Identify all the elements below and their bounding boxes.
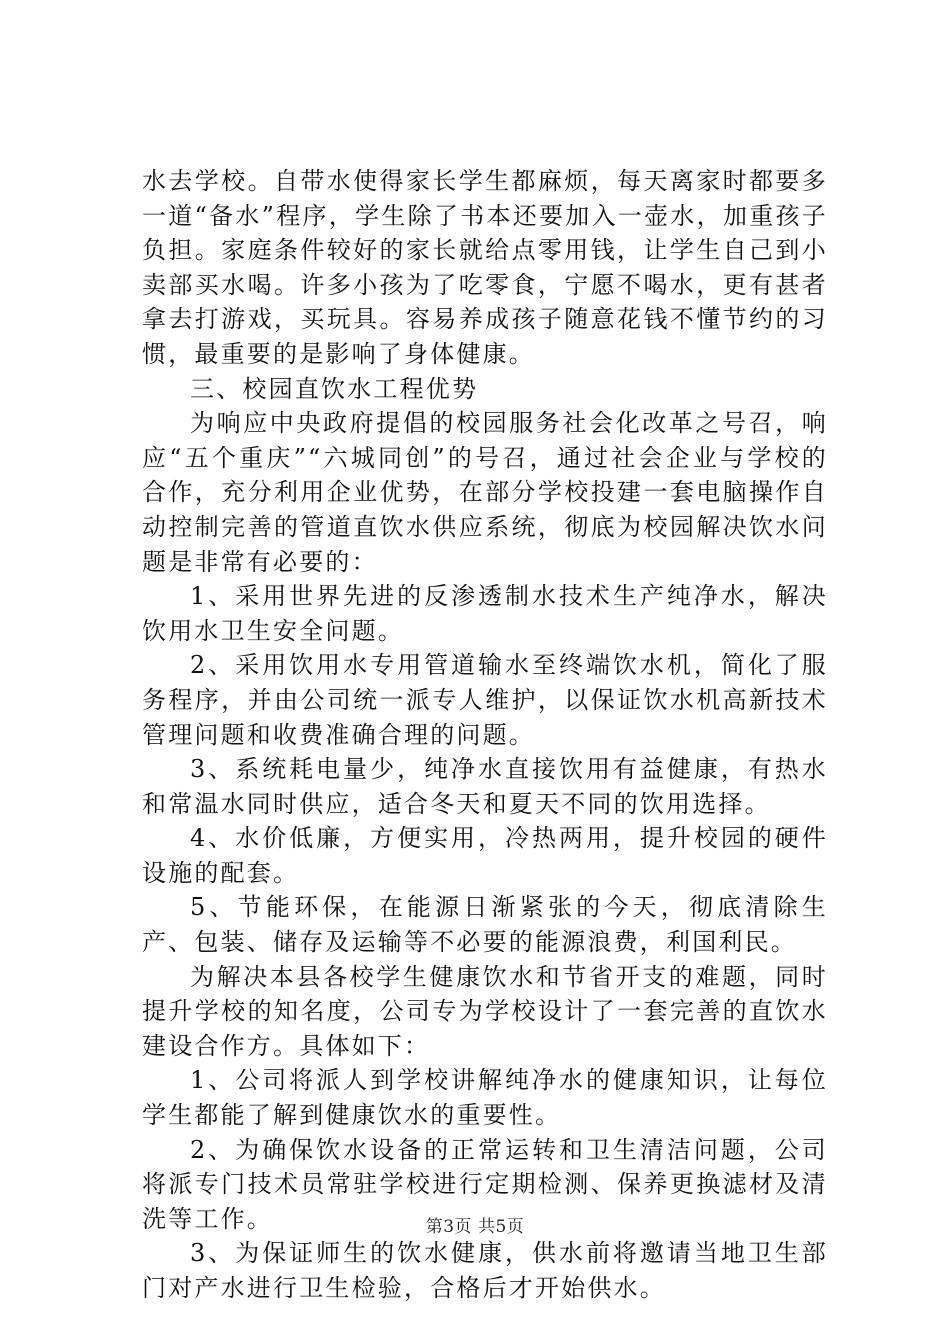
page-number-footer: 第3页 共5页 [425, 1217, 525, 1237]
list-item-advantage-5: 5、节能环保，在能源日渐紧张的今天，彻底清除生产、包装、储存及运输等不必要的能源浪费，利国利民。 [142, 893, 828, 957]
paragraph-plan-intro: 为解决本县各校学生健康饮水和节省开支的难题，同时提升学校的知名度，公司专为学校设计了一套完善的直饮水建设合作方。具体如下： [142, 962, 828, 1060]
list-item-advantage-1: 1、采用世界先进的反渗透制水技术生产纯净水，解决饮用水卫生安全问题。 [142, 582, 828, 645]
list-item-plan-3: 3、为保证师生的饮水健康，供水前将邀请当地卫生部门对产水进行卫生检验，合格后才开始供水。 [142, 1239, 828, 1302]
list-item-advantage-3: 3、系统耗电量少，纯净水直接饮用有益健康，有热水和常温水同时供应，适合冬天和夏天不同的饮用选择。 [142, 755, 828, 818]
paragraph-intro: 为响应中央政府提倡的校园服务社会化改革之号召，响应“五个重庆”“六城同创”的号召，通过社会企业与学校的合作，充分利用企业优势，在部分学校投建一套电脑操作自动控制完善的管道直饮水供应系统，彻底为校园解决饮水问题是非常有必要的： [142, 409, 828, 576]
list-item-plan-2: 2、为确保饮水设备的正常运转和卫生清洁问题，公司将派专门技术员常驻学校进行定期检测、保养更换滤材及清洗等工作。 [142, 1135, 828, 1233]
paragraph-continuation: 水去学校。自带水使得家长学生都麻烦，每天离家时都要多一道“备水”程序，学生除了书本还要加入一壶水，加重孩子负担。家庭条件较好的家长就给点零用钱，让学生自己到小卖部买水喝。许多小孩为了吃零食，宁愿不喝水，更有甚者拿去打游戏，买玩具。容易养成孩子随意花钱不懂节约的习惯，最重要的是影响了身体健康。 [142, 167, 828, 368]
list-item-advantage-2: 2、采用饮用水专用管道输水至终端饮水机，简化了服务程序，并由公司统一派专人维护，以保证饮水机高新技术管理问题和收费准确合理的问题。 [142, 651, 828, 749]
document-body [142, 164, 828, 1306]
section-heading: 三、校园直饮水工程优势 [190, 374, 479, 403]
list-item-plan-1: 1、公司将派人到学校讲解纯净水的健康知识，让每位学生都能了解到健康饮水的重要性。 [142, 1066, 828, 1130]
list-item-advantage-4: 4、水价低廉，方便实用，冷热两用，提升校园的硬件设施的配套。 [142, 824, 828, 887]
